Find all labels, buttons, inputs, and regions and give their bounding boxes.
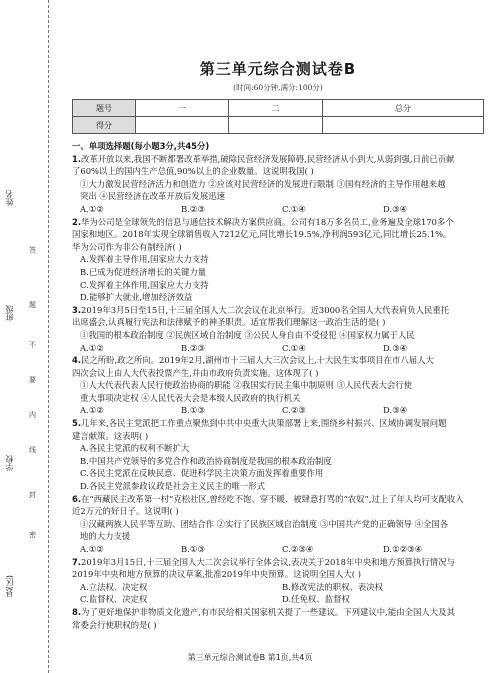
question-number: 7. <box>72 556 82 567</box>
answer-choice[interactable]: D.各民主党派参政议政是社会主义民主的唯一形式 <box>80 481 265 492</box>
question-text: 近2万元的好日子。这说明( ) <box>72 506 179 517</box>
statement-options: 重大事项决定权 ④人民代表大会是本级人民政府的执行机关 <box>80 392 301 403</box>
seal-char: 线 <box>29 446 36 454</box>
exam-content <box>72 58 484 631</box>
question <box>72 606 484 631</box>
answer-choices <box>72 593 484 606</box>
binding-margin <box>0 0 56 673</box>
answer-choice[interactable]: A.①② <box>80 342 104 353</box>
question-number: 2. <box>72 216 82 227</box>
question-text: 出席盛会,认真履行宪法和法律赋予的神圣职责。适宜帮我们理解这一政治生活的是( ) <box>72 317 386 328</box>
answer-choice[interactable]: C.①④ <box>282 203 306 214</box>
answer-choices <box>72 543 484 556</box>
answer-choices <box>72 203 484 216</box>
answer-choice[interactable]: D.③④ <box>383 405 408 416</box>
question <box>72 153 484 216</box>
seal-char: 密 <box>29 531 36 539</box>
answer-choice[interactable]: A.①② <box>80 544 104 554</box>
school-label: 学校 <box>5 455 14 471</box>
question <box>72 354 484 417</box>
question-text: 2019年3月5日至15日,十三届全国人大二次会议在北京举行。近3000名全国人大代表肩负人民重托 <box>81 304 450 315</box>
question-area <box>72 140 484 631</box>
question <box>72 417 484 493</box>
question-text: 华为公司是全球领先的信息与通信技术解决方案供应商。公司有18万多名员工,业务遍及全球170多个 <box>81 216 454 227</box>
answer-choice[interactable]: B.②③ <box>181 342 205 353</box>
answer-choices <box>72 342 484 355</box>
answer-choice[interactable]: A.立法权、决定权 <box>80 581 148 592</box>
answer-choice[interactable]: D.①②③④ <box>383 544 423 554</box>
statement-options: ①我国的根本政治制度 ②民族区域自治制度 ③公民人身自由不受侵犯 ④国家权力属于人民 <box>80 329 415 340</box>
score-entry[interactable] <box>229 117 322 134</box>
question-number: 5. <box>72 418 82 429</box>
score-row <box>73 117 484 134</box>
question-text: 几年来,各民主党派把工作重点聚焦到中共中央重大决策部署上来,围绕乡村振兴、区域协调发展问题 <box>81 418 447 429</box>
section-heading: 一、单项选择题(每小题3分,共45分) <box>72 141 210 151</box>
answer-choice[interactable]: C.监督权、决定权 <box>80 594 148 605</box>
answer-choices <box>72 404 484 417</box>
page-footer: 第三单元综合测试卷B 第1页,共4页 <box>187 653 313 662</box>
seal-char: 答 <box>29 246 36 254</box>
statement-options: 地的大力支援 <box>80 531 131 542</box>
question-text: 了60%以上的国内生产总值,90%以上的企业数量。这说明我国( ) <box>72 166 314 177</box>
question-number: 8. <box>72 606 82 617</box>
seal-char: 封 <box>29 491 36 499</box>
answer-choice[interactable]: C.各民主党派在反映民意、促进科学民主决策方面发挥着重要作用 <box>80 468 324 479</box>
class-label: 班级 <box>5 305 14 321</box>
score-table <box>72 99 484 134</box>
seal-line <box>48 0 49 673</box>
answer-choice[interactable]: B.①③ <box>181 544 205 554</box>
score-cell: 二 <box>229 100 322 117</box>
score-cell: 题号 <box>73 100 136 117</box>
question-number: 6. <box>72 493 82 504</box>
seal-char: 内 <box>29 411 36 419</box>
statement-options: ①大力激发民营经济活力和创造力 ②应该对民营经济的发展进行限制 ③国有经济的主导作用越来越 <box>80 178 446 189</box>
score-entry[interactable] <box>136 117 229 134</box>
question-text: 为了更好地保护非物质文化遗产,有市民给相关国家机关提了一些建议。下列建议中,能由全国人大及其 <box>81 606 455 617</box>
exam-info: (时间:60分钟,满分:100分) <box>233 83 323 92</box>
score-cell: 总分 <box>322 100 483 117</box>
answer-choice[interactable]: C.②③ <box>282 405 306 416</box>
seal-char: 不 <box>29 341 36 349</box>
question-text: 四次会议上由人大代表投票产生,并由市政府负责实施。这体现了( ) <box>72 367 319 378</box>
seal-char: 题 <box>29 301 36 309</box>
score-entry[interactable] <box>322 117 483 134</box>
question-text: 在“西藏民主改革第一村”克松社区,曾经吃不饱、穿不暖、被肆意打骂的“农奴”,过上了年人均可支配收入 <box>81 493 464 504</box>
answer-choice[interactable]: C.②③④ <box>282 544 314 554</box>
answer-choice[interactable]: A.①② <box>80 203 104 214</box>
name-label: 姓名 <box>5 190 14 206</box>
score-cell: 一 <box>136 100 229 117</box>
answer-choice[interactable]: D.能够扩大就业,增加经济效益 <box>80 292 193 303</box>
seal-char: 要 <box>29 376 36 384</box>
answer-choice[interactable]: A.各民主党派的权利不断扩大 <box>80 443 190 454</box>
answer-choice[interactable]: B.已成为促进经济增长的关键力量 <box>80 266 207 277</box>
question-text: 华为公司作为非公有制经济( ) <box>72 241 182 252</box>
statement-options: ①人大代表代表人民行使政治协商的职能 ②我国实行民主集中制原则 ③人民代表大会行使 <box>80 380 412 391</box>
answer-choice[interactable]: D.任免权、监督权 <box>282 594 350 605</box>
question-number: 4. <box>72 355 82 366</box>
county-label: 县(区) <box>5 575 14 598</box>
answer-choice[interactable]: B.中国共产党领导的多党合作和政治协商制度是我国的根本政治制度 <box>80 455 332 466</box>
question-text: 国家和地区。2018年实现全球销售收入7212亿元,同比增长19.5%,净利润593亿元,同比增长25.1%。 <box>72 229 452 240</box>
question-text: 建言献策。这表明( ) <box>72 430 149 441</box>
page-title: 第三单元综合测试卷B <box>199 60 357 78</box>
answer-choice[interactable]: D.③④ <box>383 203 408 214</box>
score-header-row <box>73 100 484 117</box>
question-number: 1. <box>72 153 82 164</box>
answer-choices <box>72 581 484 594</box>
question-text: 常委会行使职权的是( ) <box>72 619 157 630</box>
question-text: 2019年中央和地方预算的决议草案,批准2019年中央预算。这说明全国人大( ) <box>72 569 361 580</box>
question-text: 民之所盼,政之所向。2019年2月,湖州市十三届人大三次会议上,十大民生实事项目在市八届人大 <box>81 355 434 366</box>
question-text: 改革开放以来,我国不断都署改革举措,破除民营经济发展障碍,民营经济从小到大,从弱到强,日前已贡献 <box>81 153 455 164</box>
answer-choice[interactable]: B.①③ <box>181 405 205 416</box>
answer-choice[interactable]: C.①④ <box>282 342 306 353</box>
question <box>72 493 484 556</box>
statement-options: ①汉藏两族人民平等互助、团结合作 ②实行了民族区域自治制度 ③中国共产党的正确领导 ④全国各 <box>80 518 449 529</box>
question <box>72 556 484 606</box>
answer-choice[interactable]: A.发挥着主导作用,国家应大力支持 <box>80 254 209 265</box>
answer-choice[interactable]: C.发挥着主体作用,国家应大力支持 <box>80 279 209 290</box>
question-text: 2019年3月15日,十三届全国人大二次会议举行全体会议,表决关于2018年中央和地方预算执行情况与 <box>81 556 455 567</box>
answer-choice[interactable]: B.修改宪法的职权、表决权 <box>282 581 383 592</box>
question-number: 3. <box>72 304 82 315</box>
answer-choice[interactable]: A.①② <box>80 405 104 416</box>
answer-choice[interactable]: B.②③ <box>181 203 205 214</box>
question <box>72 216 484 304</box>
score-cell: 得分 <box>73 117 136 134</box>
statement-options: 突出 ④民营经济在改革开放后发展迅速 <box>80 191 226 202</box>
question <box>72 304 484 354</box>
seal-notice <box>20 0 48 673</box>
answer-choice[interactable]: D.③④ <box>383 342 408 353</box>
